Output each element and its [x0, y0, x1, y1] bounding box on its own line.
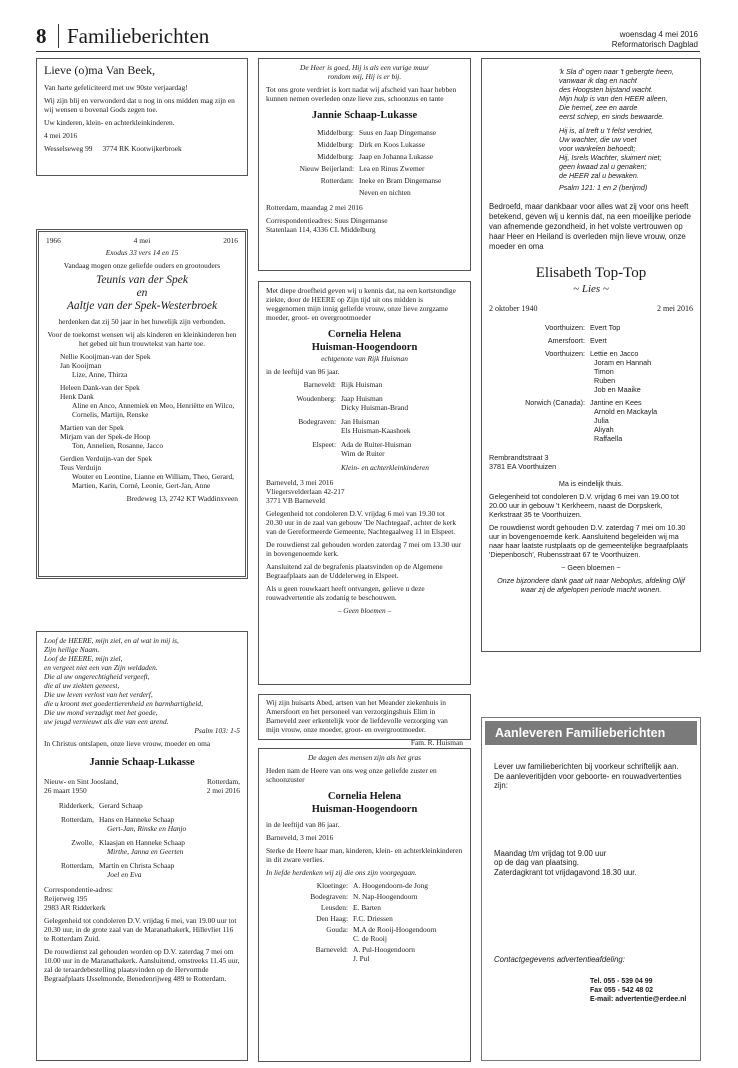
relative-name: Jaap en Johanna Lukasse [359, 152, 434, 161]
person-name: Teunis van der Spek [96, 274, 188, 286]
submission-info [481, 717, 701, 1061]
born-date: 26 maart 1950 [44, 786, 87, 795]
relative-name: Hans en Hanneke Schaap [99, 815, 175, 824]
family-member: Henk Dank [60, 392, 94, 401]
relative-place: Rotterdam, [60, 815, 94, 824]
correspondence-postal: 2983 AR Ridderkerk [44, 903, 106, 912]
deceased-name: Jannie Schaap-Lukasse [89, 757, 195, 768]
relative-place: Barneveld: [303, 380, 336, 389]
relative-name: M.A de Rooij-Hoogendoorn [353, 925, 437, 934]
psalm-line: Uw wachter, die uw voet [559, 135, 637, 144]
psalm-line: Mijn hulp is van den HEER alleen, [559, 94, 668, 103]
section-title: Familieberichten [58, 24, 209, 48]
relative-name: Wim de Ruiter [341, 449, 385, 458]
relative-name: Jaap Huisman [341, 394, 383, 403]
relative-name: Timon [594, 367, 614, 376]
notice-date: Barneveld, 3 mei 2016 [266, 833, 334, 842]
contact-fax: Fax 055 - 542 48 02 [590, 986, 654, 994]
service-text: De rouwdienst zal gehouden worden zaterdag 7 mei om 13.30 uur in bovengenoemde kerk. [266, 540, 462, 558]
correspondence-label: Correspondentieadres: Suus Dingemanse [266, 216, 388, 225]
burial-text: Aansluitend zal de begrafenis plaatsvinden op de Algemene Begraafplaats aan de Uddelerweg in Elspeet. [266, 562, 443, 580]
relative-place: Ridderkerk, [58, 801, 94, 810]
correspondence-label: Correspondentie-adres: [44, 885, 113, 894]
paper-name: Reformatorisch Dagblad [611, 40, 698, 49]
family-children: Ton, Annelien, Rosanne, Jacco [72, 441, 164, 450]
relative-place: Middelburg: [317, 140, 354, 149]
congrats-title: Lieve (o)ma Van Beek, [44, 63, 156, 77]
congrats-address [44, 144, 240, 153]
verse-line: De dagen des mensen zijn als het gras [307, 753, 422, 762]
relative-place: Rotterdam, [60, 861, 94, 870]
relative-name: E. Barten [353, 903, 381, 912]
thanks-text: Onze bijzondere dank gaat uit naar Neboplus, afdeling Olijf waar zij de afgelopen periode macht wonen. [497, 576, 685, 594]
psalm-line: Hij, Isrels Wachter, sluimert niet; [559, 153, 662, 162]
obituary-huisman [258, 281, 471, 685]
died-date: 2 mei 2016 [206, 786, 240, 795]
relative-name: Neven en nichten [359, 188, 411, 197]
person-name: Aaltje van der Spek-Westerbroek [66, 300, 218, 312]
relative-name: Arnold en Mackayla [594, 407, 658, 416]
psalm-line: vanwaar ik dag en nacht [559, 76, 637, 85]
anniversary-dates [46, 236, 238, 245]
relative-name: Lea en Rinus Zwemer [359, 164, 425, 173]
relative-name: Jantine en Kees [590, 398, 642, 407]
congrats-line: Wij zijn blij en verwonderd dat u nog in ons midden mag zijn en wij wensen u bovenal Gods zegen toe. [44, 96, 235, 114]
deceased-name: Cornelia Helena [327, 329, 402, 340]
relative-place: Den Haag: [316, 914, 348, 923]
relative-name: Ineke en Bram Dingemanse [359, 176, 442, 185]
condolence-text: Gelegenheid tot condoleren D.V. vrijdag 6 mei van 19.30 tot 20.30 uur in de zaal van gebouw 'De Nachtegaal', achter de kerk van de Gereformeerde Gemeente, Nachtegaalweg 11 in Elspeet. [266, 509, 457, 536]
relative-place: Barneveld: [315, 945, 348, 954]
congrats-ad [36, 58, 248, 176]
anniversary-ad [36, 229, 248, 579]
congrats-line: Van harte gefeliciteerd met uw 90ste verjaardag! [44, 83, 188, 92]
relative-name: Martin en Christa Schaap [99, 861, 175, 870]
contact-label: Contactgegevens advertentieafdeling: [494, 955, 625, 964]
relative-name: Ruben [594, 376, 616, 385]
relative-name: Evert [590, 336, 607, 345]
psalm-line: de HEER zal u bewaken. [559, 171, 639, 180]
family-children: Aline en Anco, Annemiek en Meo, Henriëtte en Wilco, Cornelis, Martijn, Renske [72, 401, 235, 419]
relative-name: Julia [594, 416, 609, 425]
psalm-line: en vergeet niet een van Zijn weldaden. [44, 663, 158, 672]
age-text: in de leeftijd van 86 jaar. [266, 820, 340, 829]
relative-name: Klaasjan en Hanneke Schaap [99, 838, 185, 847]
psalm-line: Die uw leven verlost van het verderf, [44, 690, 153, 699]
family-member: Nellie Kooijman-van der Spek [60, 352, 151, 361]
address-street: Rembrandtstraat 3 [489, 453, 549, 462]
psalm-line: Die al uw ongerechtigheid vergeeft, [44, 672, 150, 681]
relative-place: Nieuw Beijerland: [299, 164, 354, 173]
date-text: woensdag 4 mei 2016 [619, 30, 698, 39]
age-text: in de leeftijd van 86 jaar. [266, 367, 340, 376]
relative-place: Rotterdam: [320, 176, 354, 185]
relative-place: Bodegraven: [310, 892, 348, 901]
family-member: Martien van der Spek [60, 423, 124, 432]
relative-name: Job en Maaike [594, 385, 641, 394]
relative-name: J. Pul [353, 954, 370, 963]
family-address: Bredeweg 13, 2742 KT Waddinxveen [126, 494, 238, 503]
body-text: Sterke de Heere haar man, kinderen, klein- en achterkleinkinderen in dit zware verlies. [266, 846, 463, 864]
address-postal: 3781 EA Voorthuizen [489, 462, 557, 471]
family-member: Jan Kooijman [60, 361, 102, 370]
thanks-sign: Fam. R. Huisman [410, 738, 463, 747]
conjunction: en [136, 287, 148, 299]
psalm-text [489, 67, 693, 192]
no-flowers: – Geen bloemen – [337, 606, 392, 615]
relative-place: Voorthuizen: [545, 323, 585, 332]
relative-place: Elspeet: [312, 440, 336, 449]
relative-list [590, 349, 693, 394]
relative-place: Leusden: [320, 903, 348, 912]
info-title: Aanleveren Familieberichten [485, 721, 697, 745]
service-text: De rouwdienst zal gehouden worden op D.V. zaterdag 7 mei om 10.00 uur in de Maranathakerk. Aansluitend, omstreeks 11.45 uur, zal de teraardebestelling plaatsvinden op de Hervormde Begraafplaats IJsselmonde, Benedenrijweg 489 te Rotterdam. [44, 947, 240, 983]
psalm-line: Loof de HEERE, mijn ziel, [44, 654, 123, 663]
relative-name: A. Pul-Hoogendoorn [353, 945, 415, 954]
psalm-text [44, 636, 240, 735]
relative-children: Mirthe, Janna en Geerten [107, 847, 184, 856]
relative-name: Lettie en Jacco [590, 349, 639, 358]
relative-place: Middelburg: [317, 152, 354, 161]
relative-name: Evert Top [590, 323, 621, 332]
relative-place: Kloetinge: [316, 881, 348, 890]
address-street: Wesselseweg 99 [44, 144, 93, 153]
obituary-schaap-siblings [258, 58, 471, 271]
info-text: Zaterdagkrant tot vrijdagavond 18.30 uur. [494, 867, 637, 877]
no-flowers: ~ Geen bloemen ~ [561, 563, 621, 572]
intro-text: Heden nam de Heere van ons weg onze geliefde zuster en schoonzuster [266, 766, 437, 784]
deceased-name: Jannie Schaap-Lukasse [311, 110, 418, 121]
relative-name: F.C. Driessen [353, 914, 393, 923]
relative-place: Woudenberg: [296, 394, 336, 403]
body-text: herdenken dat zij 50 jaar in het huwelijk zijn verbonden. [58, 317, 226, 326]
psalm-line: Die hemel, zee en aarde [559, 103, 638, 112]
relative-name: C. de Rooij [353, 934, 387, 943]
contact-phone: Tel. 055 - 539 04 99 [590, 977, 653, 985]
psalm-line: Die uw mond verzadigt met het goede, [44, 708, 158, 717]
deceased-name: Huisman-Hoogendoorn [311, 804, 418, 815]
verse-ref: Exodus 33 vers 14 en 15 [105, 248, 179, 257]
page-number: 8 [36, 24, 47, 48]
info-text: Lever uw familieberichten bij voorkeur schriftelijk aan. De aanleveritijden voor geboorte- en rouwadvertenties zijn: [494, 762, 682, 790]
psalm-ref: Psalm 103: 1-5 [194, 726, 240, 735]
page-date [612, 30, 698, 50]
verse-line: rondom mij, Hij is er bij. [327, 72, 402, 81]
relative-name: A. Hoogendoorn-de Jong [353, 881, 428, 890]
psalm-line: Hij is, al treft u 't felst verdriet, [559, 126, 654, 135]
relative-name: Els Huisman-Kaashoek [341, 426, 411, 435]
relative-name: Klein- en achterkleinkinderen [341, 463, 429, 472]
relative-name: Jan Huisman [341, 417, 380, 426]
psalm-line: die al uw ziekten geneest, [44, 681, 120, 690]
psalm-line: die u kroont met goedertierenheid en barmhartigheid, [44, 699, 203, 708]
relative-place: Middelburg: [317, 128, 354, 137]
relative-list [590, 398, 693, 443]
address-street: Vliegersvelderlaan 42-217 [266, 487, 345, 496]
obituary-huisman-siblings [258, 748, 471, 1062]
obituary-schaap [36, 631, 248, 1061]
relative-place: Norwich (Canada): [525, 398, 585, 407]
notice-date: Barneveld, 3 mei 2016 [266, 478, 334, 487]
memorial-text: In liefde herdenken wij zij die ons zijn voorgegaan. [266, 868, 417, 877]
info-text: op de dag van plaatsing. [494, 858, 579, 867]
relative-place: Gouda: [326, 925, 348, 934]
psalm-line: eerst schiep, en sinds bewaarde. [559, 112, 665, 121]
intro-text: Bedroefd, maar dankbaar voor alles wat zij voor ons heeft betekend, geven wij u kennis dat, na een moeilijke periode van afnemende gezondheid, in het volste vertrouwen op haar Heer en Heiland is overleden mijn lieve vrouw, onze moeder en oma [489, 202, 691, 251]
correspondence-street: Reijerweg 195 [44, 894, 88, 903]
thanks-ad [258, 694, 471, 747]
spouse-note: echtgenote van Rijk Huisman [321, 354, 408, 363]
psalm-line: voor wankelen behoedt; [559, 144, 636, 153]
page-header [0, 0, 738, 54]
psalm-line: Zijn heilige Naam. [44, 645, 100, 654]
verse-line: De Heer is goed, Hij is als een vurige muur [300, 63, 429, 72]
relative-place: Amersfoort: [547, 336, 585, 345]
family-member: Teus Verduijn [60, 463, 102, 472]
relative-name: Ada de Ruiter-Huisman [341, 440, 412, 449]
family-member: Gerdien Verduijn-van der Spek [60, 454, 153, 463]
deceased-name: Huisman-Hoogendoorn [311, 342, 418, 353]
relative-children: Gert-Jan, Rinske en Hanjo [107, 824, 187, 833]
family-member: Mirjam van der Spek-de Hoop [60, 432, 151, 441]
condolence-text: Gelegenheid tot condoleren D.V. vrijdag 6 mei, van 19.00 uur tot 20.30 uur, in de grote zaal van de Maranathakerk, Hillevliet 116 te Rotterdam Zuid. [44, 916, 237, 943]
congrats-line: Uw kinderen, klein- en achterkleinkinderen. [44, 118, 175, 127]
died-place: Rotterdam, [206, 777, 240, 786]
family-member: Heleen Dank-van der Spek [60, 383, 140, 392]
relative-name: Dirk en Koos Lukasse [359, 140, 425, 149]
address-postal: 3771 VB Barneveld [266, 496, 325, 505]
psalm-line: Loof de HEERE, mijn ziel, en al wat in mij is, [44, 636, 179, 645]
service-text: De rouwdienst wordt gehouden D.V. zaterdag 7 mei om 10.30 uur in bovengenoemde kerk. Aansluitend begeleiden wij ma naar haar laatste rustplaats op de gemeentelijke begraafplaats 'Diepenbosch', Rubensstraat 67 te Voorthuizen. [489, 523, 688, 559]
thanks-text: Wij zijn huisarts Abed, artsen van het Meander ziekenhuis in Amersfoort en het personeel van verzorgingshuis Elim in Barneveld zeer erkentelijk voor de liefdevolle verzorging van mijn vrouw, onze moeder, groot- en overgrootmoeder. [266, 698, 448, 734]
intro-text: Met diepe droefheid geven wij u kennis dat, na een kortstondige ziekte, door de HEERE op Zijn tijd uit ons midden is weggenomen mijn innig geliefde vrouw, onze lieve zorgzame moeder, groot- en overgrootmoeder [266, 286, 456, 322]
month-day: 4 mei [133, 236, 151, 245]
obituary-top [481, 58, 701, 652]
relative-place: Bodegraven: [298, 417, 336, 426]
psalm-line: geen kwaad zal u genaken; [559, 162, 647, 171]
congrats-date: 4 mei 2016 [44, 131, 78, 140]
year-start: 1966 [46, 236, 61, 245]
psalm-line: des Hoogsten bijstand wacht. [559, 85, 653, 94]
family-children: Wouter en Leontine, Lianne en William, Theo, Gerard, Martien, Karin, Corné, Leonie, Gert-Jan, Anne [72, 472, 234, 490]
correspondence-address: Statenlaan 114, 4336 CL Middelburg [266, 225, 376, 234]
born-place: Nieuw- en Sint Joosland, [44, 777, 119, 786]
deceased-name: Elisabeth Top-Top [535, 265, 647, 281]
psalm-line: uw jeugd vernieuwt als die van een arend. [44, 717, 169, 726]
notice-date: Rotterdam, maandag 2 mei 2016 [266, 203, 363, 212]
relative-place: Voorthuizen: [545, 349, 585, 358]
family-children: Lize, Anne, Thirza [72, 370, 128, 379]
psalm-ref: Psalm 121: 1 en 2 (berijmd) [559, 183, 648, 192]
relative-place: Zwolle, [71, 838, 94, 847]
died-date: 2 mei 2016 [657, 304, 693, 313]
nickname: ~ Lies ~ [573, 283, 609, 295]
info-text: Maandag t/m vrijdag tot 9.00 uur [494, 848, 607, 858]
relative-name: Gerard Schaap [99, 801, 143, 810]
intro-text: Tot ons grote verdriet is kort nadat wij afscheid van haar hebben kunnen nemen overleden onze lieve zus, schoonzus en tante [266, 85, 457, 103]
year-end: 2016 [223, 236, 238, 245]
born-date: 2 oktober 1940 [489, 304, 538, 313]
condolence-text: Gelegenheid tot condoleren D.V. vrijdag 6 mei van 19.00 tot 20.00 uur in gebouw 't Kerkheem, naast de Dorpskerk, Kerkstraat 35 te Voorthuizen. [489, 492, 679, 519]
relative-children: Joel en Eva [107, 870, 142, 879]
relative-name: N. Nap-Hoogendoorn [353, 892, 418, 901]
relative-name: Aliyah [594, 425, 614, 434]
relative-name: Joram en Hannah [594, 358, 652, 367]
intro-text: In Christus ontslapen, onze lieve vrouw, moeder en oma [44, 739, 211, 748]
address-postal: 3774 RK Kootwijkerbroek [102, 144, 182, 153]
header-rule [36, 51, 700, 52]
notice-text: Als u geen rouwkaart heeft ontvangen, gelieve u deze rouwadvertentie als zodanig te beschouwen. [266, 584, 425, 602]
relative-name: Dicky Huisman-Brand [341, 403, 409, 412]
relative-name: Raffaella [594, 434, 623, 443]
deceased-name: Cornelia Helena [327, 791, 402, 802]
body-text: Voor de toekomst wensen wij als kinderen en kleinkinderen hen het gebed uit hun trouwtekst van harte toe. [47, 330, 237, 348]
contact-email: E-mail: advertentie@erdee.nl [590, 995, 687, 1003]
intro-text: Vandaag mogen onze geliefde ouders en grootouders [63, 261, 221, 270]
relative-name: Rijk Huisman [341, 380, 383, 389]
psalm-line: 'k Sla d' ogen naar 't gebergte heen, [559, 67, 674, 76]
home-text: Ma is eindelijk thuis. [558, 479, 624, 488]
relative-name: Suus en Jaap Dingemanse [359, 128, 436, 137]
